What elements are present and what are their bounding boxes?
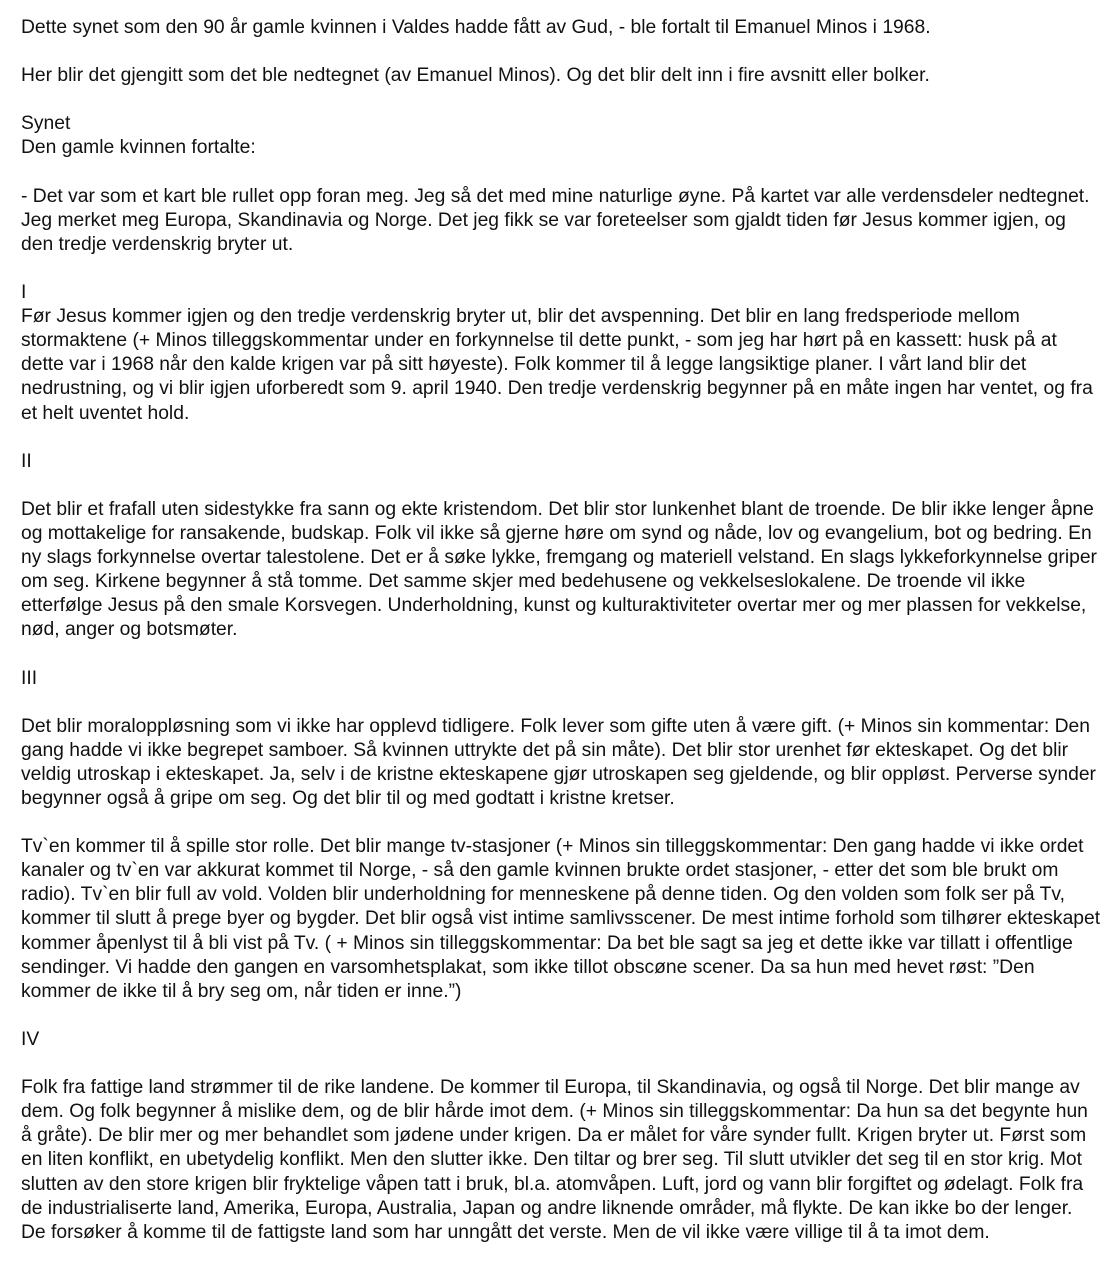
spacer [21,1052,1101,1076]
spacer [21,811,1101,835]
spacer [21,88,1101,112]
section-3-paragraph-1: Det blir moraloppløsning som vi ikke har opplevd tidligere. Folk lever som gifte uten å være gift. (+ Minos sin kommentar: Den gang hadde vi ikke begrepet samboer. Så kvinnen uttrykte det på sin måte). Det blir stor urenhet før ekteskapet. Og det blir veldig utroskap i ekteskapet. Ja, selv i de kristne ekteskapene gjør utroskapen seg gjeldende, og blir oppløst. Perverse synder begynner også å gripe om seg. Og det blir til og med godtatt i kristne kretser. [21,715,1096,809]
vision-lead: Den gamle kvinnen fortalte: [21,137,256,159]
spacer [21,1004,1101,1028]
section-numeral-3: III [21,667,38,689]
vision-heading: Synet [21,113,71,135]
section-4-paragraph-1: Folk fra fattige land strømmer til de rike landene. De kommer til Europa, til Skandinavia, og også til Norge. Det blir mange av dem. Og folk begynner å mislike dem, og de blir hårde imot dem. (+ Minos sin tilleggskommentar: Da hun sa det begynte hun å gråte). De blir mer og mer behandlet som jødene under krigen. Da er målet for våre synder fullt. Krigen bryter ut. Først som en liten konflikt, en ubetydelig konflikt. Men den slutter ikke. Den tiltar og brer seg. Til slutt utvikler det seg til en stor krig. Mot slutten av den store krigen blir fryktelige våpen tatt i bruk, bl.a. atomvåpen. Luft, jord og vann blir forgiftet og ødelagt. Folk fra de industrialiserte land, Amerika, Europa, Australia, Japan og andre liknende områder, må flykte. De kan ikke bo der lenger. De forsøker å komme til de fattigste land som har unngått det verste. Men de vil ikke være villige til å ta imot dem. [21,1077,1088,1243]
section-3-paragraph-2: Tv`en kommer til å spille stor rolle. Det blir mange tv-stasjoner (+ Minos sin tilleggskommentar: Den gang hadde vi ikke ordet kanaler og tv`en var akkurat kommet til Norge, - så den gamle kvinnen brukte ordet stasjoner, - etter det som ble brukt om radio). Tv`en blir full av vold. Volden blir underholdning for menneskene på denne tiden. Og den volden som folk ser på Tv, kommer til slutt å prege byer og bygder. Det blir også vist intime samlivsscener. De mest intime forhold som tilhører ekteskapet kommer åpenlyst til å bli vist på Tv. ( + Minos sin tilleggskommentar: Da bet ble sagt sa jeg et dette ikke var tillatt i offentlige sendinger. Vi hadde den gangen en varsomhetsplakat, som ikke tillot obscøne scener. Da sa hun med hevet røst: ”Den kommer de ikke til å bry seg om, når tiden er inne.”) [21,836,1101,1002]
spacer [21,474,1101,498]
document-body [21,16,1101,1245]
spacer [21,257,1101,281]
section-1-paragraph-1: Før Jesus kommer igjen og den tredje verdenskrig bryter ut, blir det avspenning. Det blir en lang fredsperiode mellom stormaktene (+ Minos tilleggskommentar under en forkynnelse til dette punkt, - som jeg har hørt på en kassett: husk på at dette var i 1968 når den kalde krigen var på sitt høyeste). Folk kommer til å legge langsiktige planer. I vårt land blir det nedrustning, og vi blir igjen uforberedt som 9. april 1940. Den tredje verdenskrig begynner på en måte ingen har ventet, og fra et helt uventet hold. [21,306,1093,424]
section-numeral-4: IV [21,1028,40,1050]
intro-paragraph-2: Her blir det gjengitt som det ble nedtegnet (av Emanuel Minos). Og det blir delt inn i fire avsnitt eller bolker. [21,65,930,87]
section-numeral-1: I [21,282,27,304]
spacer [21,40,1101,64]
spacer [21,161,1101,185]
spacer [21,642,1101,666]
spacer [21,426,1101,450]
spacer [21,691,1101,715]
vision-opening: - Det var som et kart ble rullet opp foran meg. Jeg så det med mine naturlige øyne. På kartet var alle verdensdeler nedtegnet. Jeg merket meg Europa, Skandinavia og Norge. Det jeg fikk se var foreteelser som gjaldt tiden før Jesus kommer igjen, og den tredje verdenskrig bryter ut. [21,185,1090,255]
section-2-paragraph-1: Det blir et frafall uten sidestykke fra sann og ekte kristendom. Det blir stor lunkenhet blant de troende. De blir ikke lenger åpne og mottakelige for ransakende, budskap. Folk vil ikke så gjerne høre om synd og nåde, lov og evangelium, bot og bedring. En ny slags forkynnelse overtar talestolene. Det er å søke lykke, fremgang og materiell velstand. En slags lykkeforkynnelse griper om seg. Kirkene begynner å stå tomme. Det samme skjer med bedehusene og vekkelseslokalene. De troende vil ikke etterfølge Jesus på den smale Korsvegen. Underholdning, kunst og kulturaktiviteter overtar mer og mer plassen for vekkelse, nød, anger og botsmøter. [21,498,1097,641]
section-numeral-2: II [21,450,32,472]
intro-paragraph-1: Dette synet som den 90 år gamle kvinnen i Valdes hadde fått av Gud, - ble fortalt til Emanuel Minos i 1968. [21,17,931,38]
